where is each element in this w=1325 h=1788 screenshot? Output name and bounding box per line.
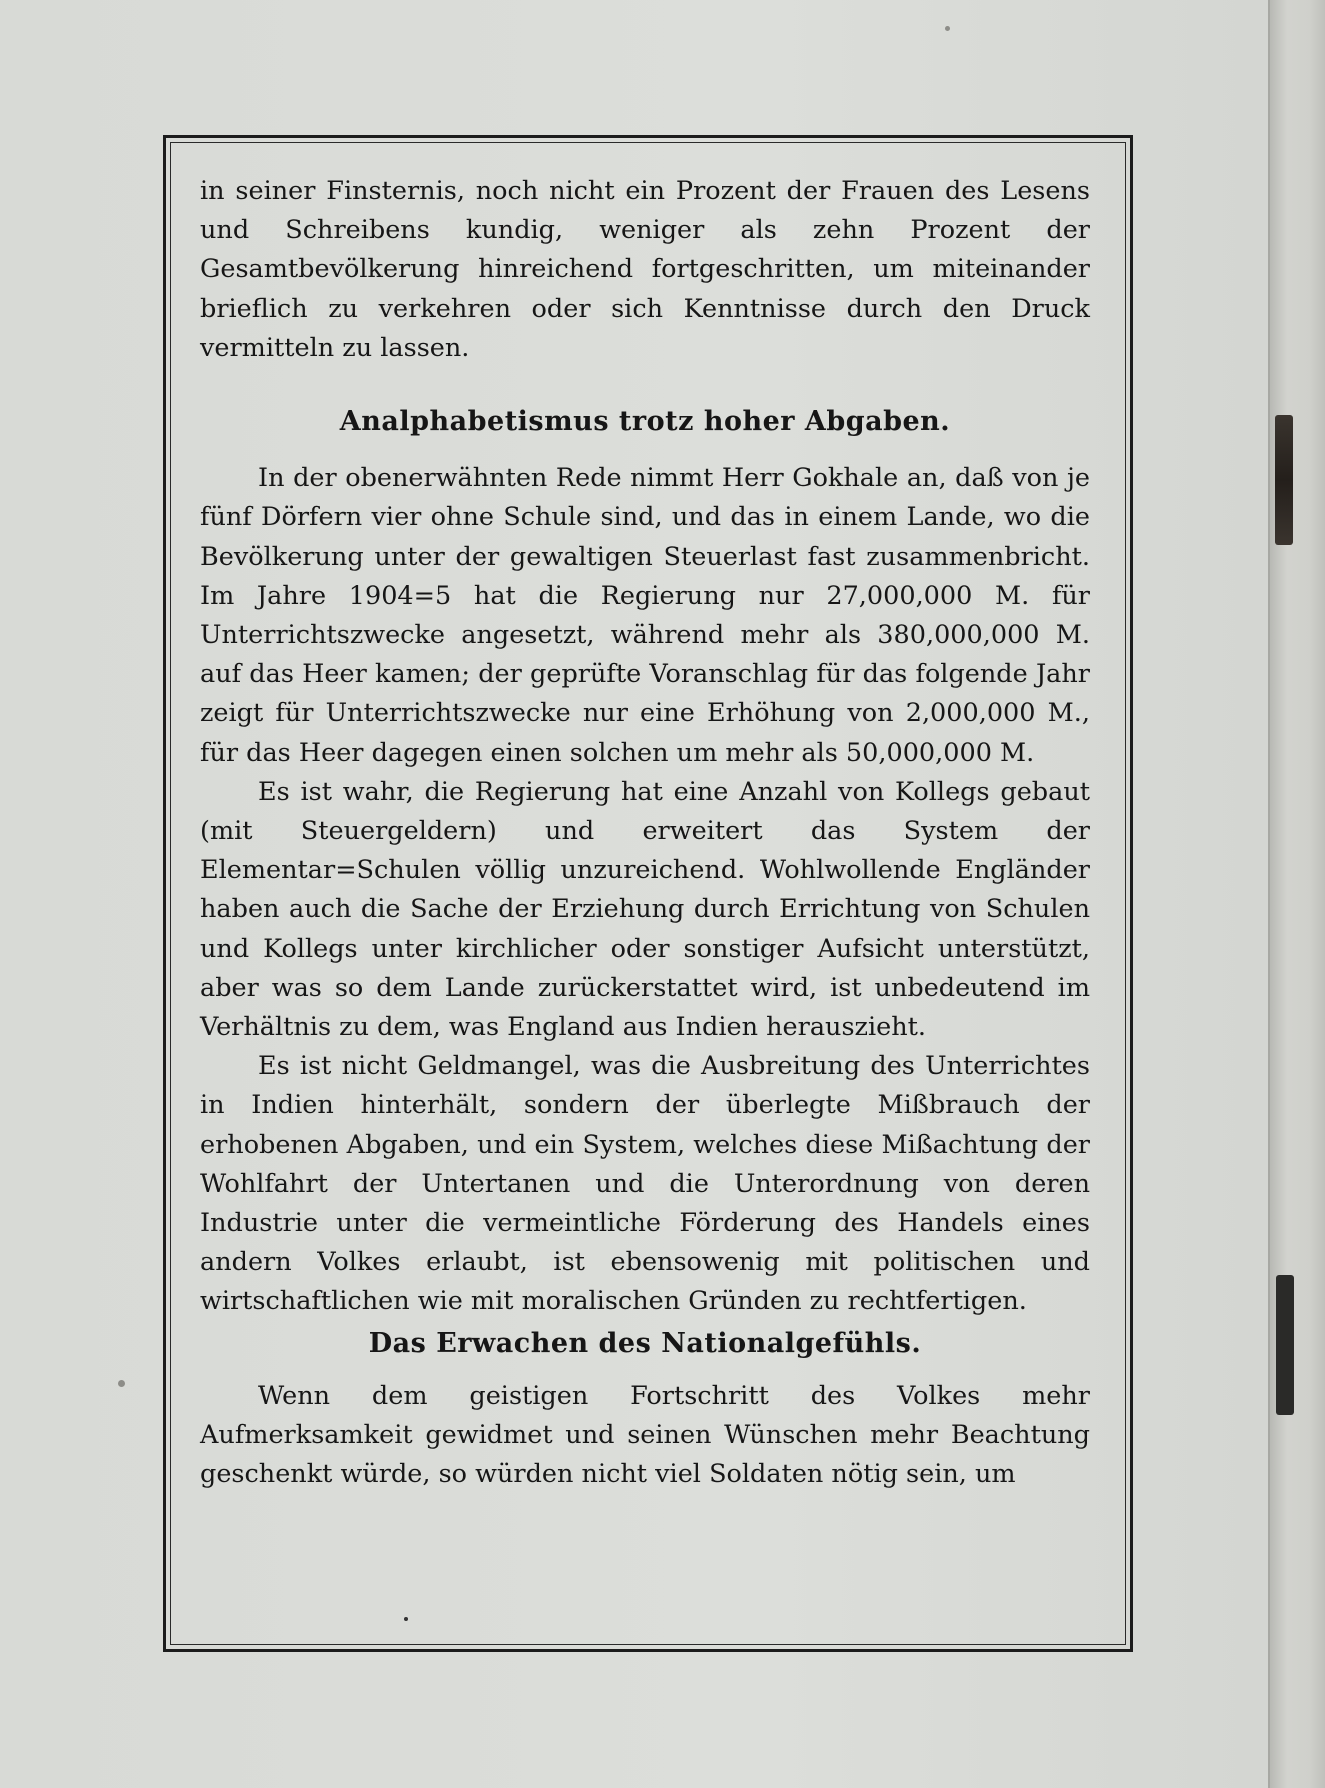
book-spine: [1268, 0, 1325, 1788]
section-heading: Analphabetismus trotz hoher Abgaben.: [339, 406, 951, 438]
binding-clasp: [1275, 415, 1293, 545]
text-block: [200, 172, 1090, 1495]
section-heading: Das Erwachen des Nationalgefühls.: [368, 1327, 922, 1359]
paragraph: in seiner Finsternis, noch nicht ein Prozent der Frauen des Lesens und Schreibens kundig, weniger als zehn Prozent der Gesamtbevölkerung hinreichend fortgeschritten, um miteinander brieflich zu verkehren oder sich Kenntnisse durch den Druck vermitteln zu lassen.: [200, 176, 1090, 363]
paper-speck: [118, 1380, 125, 1387]
paragraph: In der obenerwähnten Rede nimmt Herr Gokhale an, daß von je fünf Dörfern vier ohne Schule sind, und das in einem Lande, wo die Bevölkerung unter der gewaltigen Steuerlast fast zusammenbricht. Im Jahre 1904=5 hat die Regierung nur 27,000,000 M. für Unterrichtszwecke angesetzt, während mehr als 380,000,000 M. auf das Heer kamen; der geprüfte Voranschlag für das folgende Jahr zeigt für Unterrichtszwecke nur eine Erhöhung von 2,000,000 M., für das Heer dagegen einen solchen um mehr als 50,000,000 M.: [200, 463, 1090, 768]
paragraph: Es ist wahr, die Regierung hat eine Anzahl von Kollegs gebaut (mit Steuergeldern) und erweitert das System der Elementar=Schulen völlig unzureichend. Wohlwollende Engländer haben auch die Sache der Erziehung durch Errichtung von Schulen und Kollegs unter kirchlicher oder sonstiger Aufsicht unterstützt, aber was so dem Lande zurückerstattet wird, ist unbedeutend im Verhältnis zu dem, was England aus Indien herauszieht.: [200, 776, 1090, 1043]
paragraph: Es ist nicht Geldmangel, was die Ausbreitung des Unterrichtes in Indien hinterhält, sondern der überlegte Mißbrauch der erhobenen Abgaben, und ein System, welches diese Mißachtung der Wohlfahrt der Untertanen und die Unterordnung von deren Industrie unter die vermeintliche Förderung des Handels eines andern Volkes erlaubt, ist ebensowenig mit politischen und wirtschaftlichen wie mit moralischen Gründen zu rechtfertigen.: [200, 1051, 1090, 1317]
binding-clasp: [1276, 1275, 1294, 1415]
paper-speck: [945, 26, 950, 31]
paragraph: Wenn dem geistigen Fortschritt des Volkes mehr Aufmerksamkeit gewidmet und seinen Wünschen mehr Beachtung geschenkt würde, so würden nicht viel Soldaten nötig sein, um: [200, 1380, 1090, 1490]
